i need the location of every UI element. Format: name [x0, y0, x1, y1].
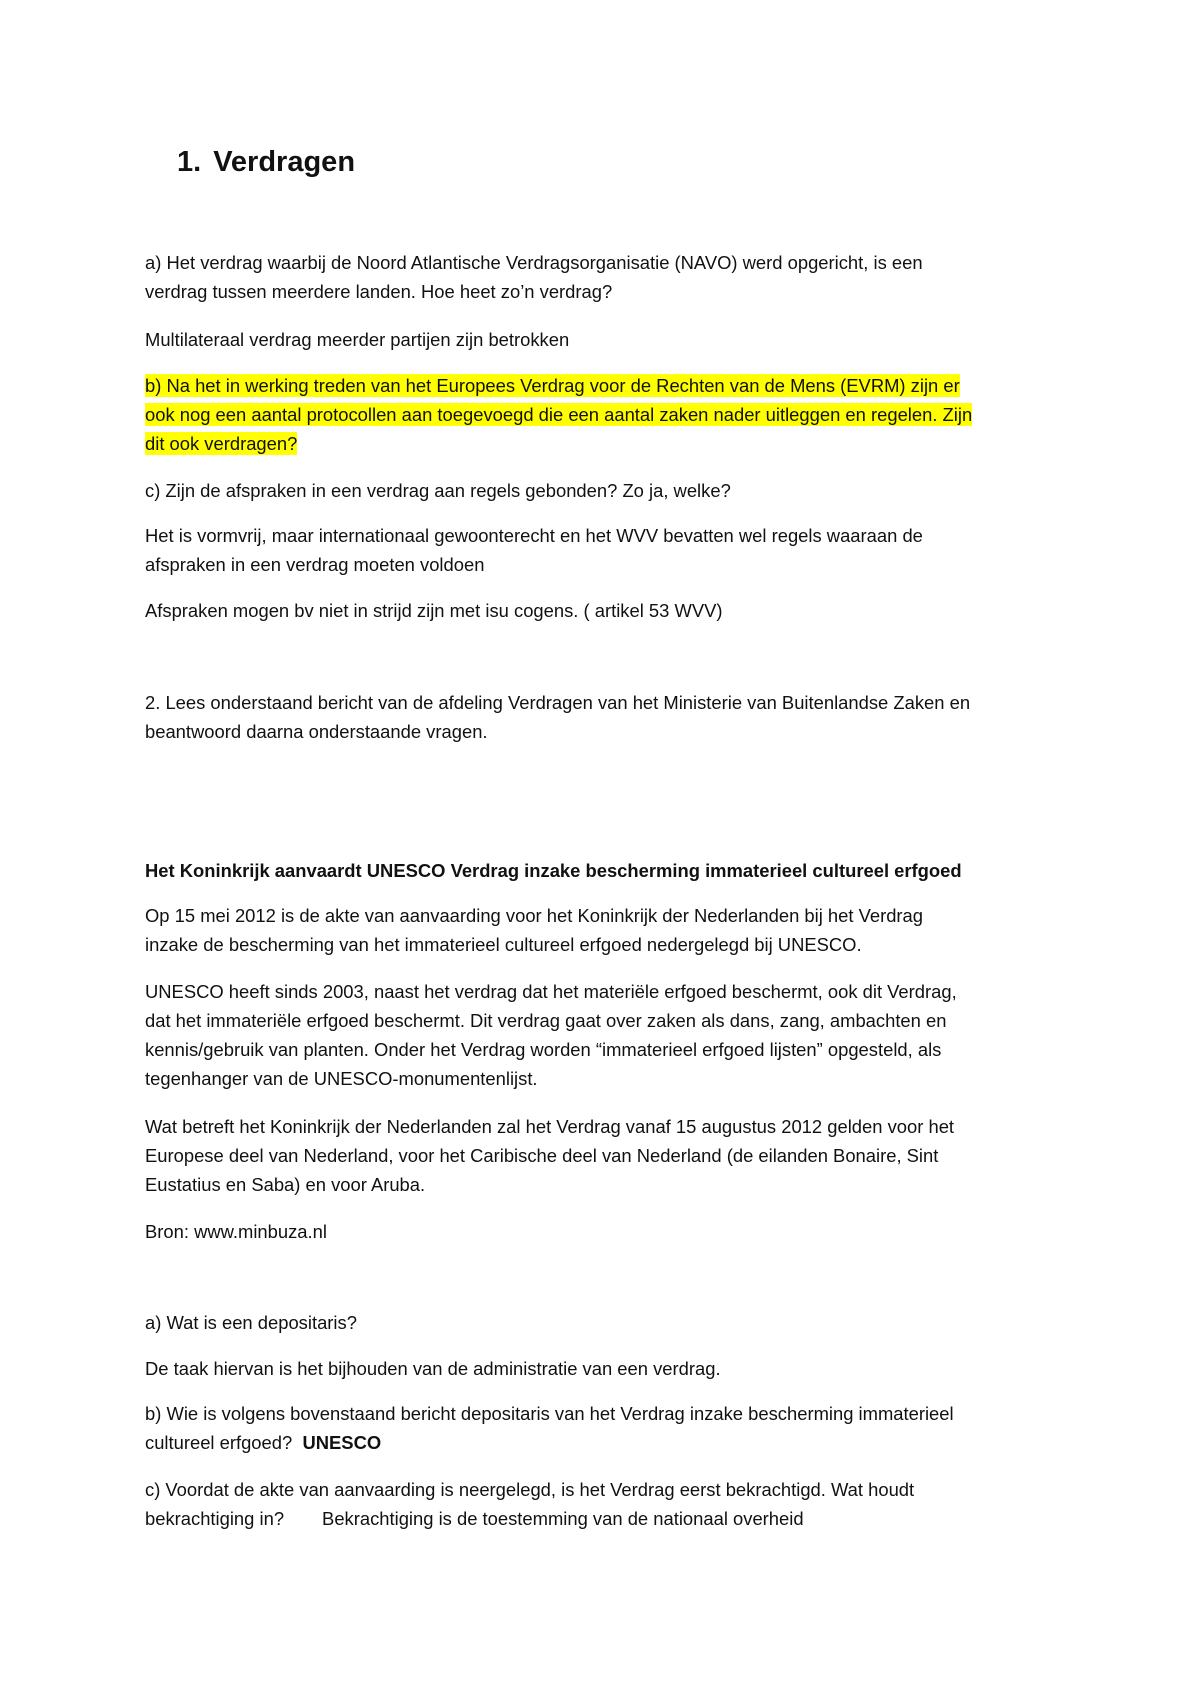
question-1a-line: verdrag tussen meerdere landen. Hoe heet zo’n verdrag? — [145, 281, 613, 302]
answer-1c-line: Het is vormvrij, maar internationaal gewoonterecht en het WVV bevatten wel regels waaraan de — [145, 525, 923, 546]
section-number: 1. — [177, 146, 202, 178]
article-p1-line: inzake de bescherming van het immaterieel cultureel erfgoed nedergelegd bij UNESCO. — [145, 934, 862, 955]
question-1b-line: ook nog een aantal protocollen aan toegevoegd die een aantal zaken nader uitleggen en regelen. Zijn — [145, 404, 973, 425]
question-1a — [145, 248, 1065, 306]
article-source — [145, 1217, 1065, 1246]
article-p2-line: UNESCO heeft sinds 2003, naast het verdrag dat het materiële erfgoed beschermt, ook dit Verdrag, — [145, 981, 957, 1002]
question-1b-line: b) Na het in werking treden van het Europees Verdrag voor de Rechten van de Mens (EVRM) zijn er — [145, 375, 960, 396]
answer-1a-text: Multilateraal verdrag meerder partijen zijn betrokken — [145, 329, 570, 350]
question-2b-line: b) Wie is volgens bovenstaand bericht depositaris van het Verdrag inzake bescherming immaterieel — [145, 1403, 954, 1424]
question-1a-line: a) Het verdrag waarbij de Noord Atlantische Verdragsorganisatie (NAVO) werd opgericht, is een — [145, 252, 923, 273]
article-paragraph-2 — [145, 977, 1065, 1093]
article-title — [145, 856, 1065, 885]
answer-2a — [145, 1354, 1065, 1383]
question-2a-text: a) Wat is een depositaris? — [145, 1312, 357, 1333]
question-2-intro — [145, 688, 1065, 746]
article-p2-line: kennis/gebruik van planten. Onder het Verdrag worden “immaterieel erfgoed lijsten” opgesteld, als — [145, 1039, 942, 1060]
question-1c-text: c) Zijn de afspraken in een verdrag aan regels gebonden? Zo ja, welke? — [145, 480, 731, 501]
answer-1c-line: afspraken in een verdrag moeten voldoen — [145, 554, 485, 575]
question-2c-line: bekrachtiging in? — [145, 1508, 285, 1529]
question-2a — [145, 1308, 1065, 1337]
question-1b-line: dit ook verdragen? — [145, 433, 298, 454]
article-source-text: Bron: www.minbuza.nl — [145, 1221, 327, 1242]
article-p3-line: Wat betreft het Koninkrijk der Nederlanden zal het Verdrag vanaf 15 augustus 2012 gelden voor het — [145, 1116, 955, 1137]
section-heading — [177, 146, 355, 179]
article-paragraph-1 — [145, 901, 1065, 959]
answer-1c-2-text: Afspraken mogen bv niet in strijd zijn met isu cogens. ( artikel 53 WVV) — [145, 600, 723, 621]
question-2-intro-line: 2. Lees onderstaand bericht van de afdeling Verdragen van het Ministerie van Buitenlandse Zaken en — [145, 692, 971, 713]
question-2-intro-line: beantwoord daarna onderstaande vragen. — [145, 721, 488, 742]
answer-1c-part1 — [145, 521, 1065, 579]
question-2c — [145, 1475, 1065, 1533]
answer-2b-text: UNESCO — [302, 1432, 382, 1453]
question-1b-highlighted — [145, 371, 1065, 458]
article-p2-line: dat het immateriële erfgoed beschermt. Dit verdrag gaat over zaken als dans, zang, ambachten en — [145, 1010, 947, 1031]
question-2b — [145, 1399, 1065, 1457]
question-1c — [145, 476, 1065, 505]
answer-1c-part2 — [145, 596, 1065, 625]
article-p2-line: tegenhanger van de UNESCO-monumentenlijst. — [145, 1068, 538, 1089]
answer-2c-text: Bekrachtiging is de toestemming van de nationaal overheid — [322, 1508, 804, 1529]
article-title-text: Het Koninkrijk aanvaardt UNESCO Verdrag inzake bescherming immaterieel cultureel erfgoed — [145, 860, 962, 881]
article-p3-line: Eustatius en Saba) en voor Aruba. — [145, 1174, 426, 1195]
question-2c-line: c) Voordat de akte van aanvaarding is neergelegd, is het Verdrag eerst bekrachtigd. Wat houdt — [145, 1479, 915, 1500]
question-2b-line: cultureel erfgoed? — [145, 1432, 293, 1453]
section-title: Verdragen — [213, 146, 356, 178]
answer-1a — [145, 325, 1065, 354]
answer-2a-text: De taak hiervan is het bijhouden van de administratie van een verdrag. — [145, 1358, 721, 1379]
article-p3-line: Europese deel van Nederland, voor het Caribische deel van Nederland (de eilanden Bonaire, Sint — [145, 1145, 939, 1166]
article-paragraph-3 — [145, 1112, 1065, 1199]
article-p1-line: Op 15 mei 2012 is de akte van aanvaarding voor het Koninkrijk der Nederlanden bij het Verdrag — [145, 905, 924, 926]
